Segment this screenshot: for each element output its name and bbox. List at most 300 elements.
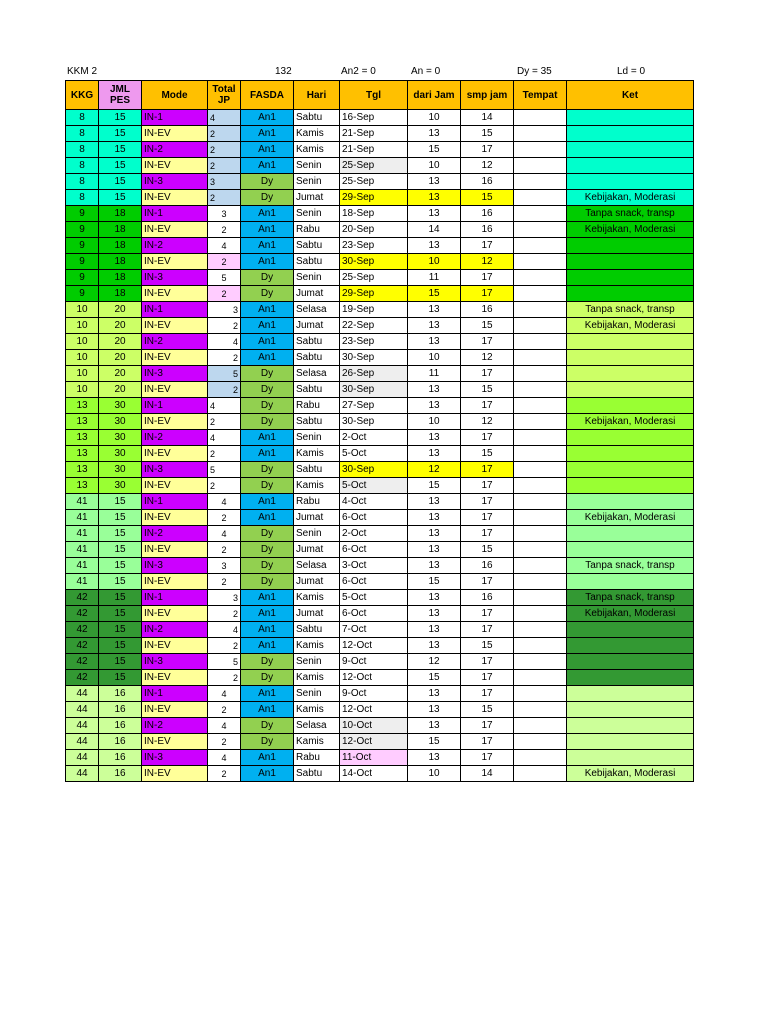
- cell-dari-jam[interactable]: 10: [408, 350, 461, 366]
- cell-kkg[interactable]: 9: [66, 238, 99, 254]
- cell-kkg[interactable]: 8: [66, 142, 99, 158]
- cell-dari-jam[interactable]: 13: [408, 318, 461, 334]
- cell-hari[interactable]: Sabtu: [294, 462, 340, 478]
- cell-tgl[interactable]: 14-Oct: [340, 766, 408, 782]
- cell-dari-jam[interactable]: 13: [408, 206, 461, 222]
- cell-tgl[interactable]: 6-Oct: [340, 542, 408, 558]
- cell-dari-jam[interactable]: 11: [408, 366, 461, 382]
- cell-tgl[interactable]: 23-Sep: [340, 334, 408, 350]
- cell-smp-jam[interactable]: 17: [461, 334, 514, 350]
- cell-dari-jam[interactable]: 15: [408, 478, 461, 494]
- cell-fasda[interactable]: Dy: [241, 478, 294, 494]
- cell-tgl[interactable]: 11-Oct: [340, 750, 408, 766]
- cell-mode[interactable]: IN-2: [142, 142, 208, 158]
- cell-jml-pes[interactable]: 15: [99, 126, 142, 142]
- cell-ket[interactable]: [567, 734, 694, 750]
- cell-tempat[interactable]: [514, 302, 567, 318]
- cell-tempat[interactable]: [514, 638, 567, 654]
- cell-tempat[interactable]: [514, 142, 567, 158]
- cell-hari[interactable]: Kamis: [294, 478, 340, 494]
- cell-smp-jam[interactable]: 15: [461, 190, 514, 206]
- cell-kkg[interactable]: 8: [66, 110, 99, 126]
- cell-fasda[interactable]: An1: [241, 686, 294, 702]
- cell-mode[interactable]: IN-EV: [142, 254, 208, 270]
- cell-fasda[interactable]: An1: [241, 302, 294, 318]
- cell-tgl[interactable]: 9-Oct: [340, 654, 408, 670]
- cell-jml-pes[interactable]: 30: [99, 398, 142, 414]
- cell-tempat[interactable]: [514, 574, 567, 590]
- cell-hari[interactable]: Sabtu: [294, 766, 340, 782]
- cell-mode[interactable]: IN-1: [142, 590, 208, 606]
- cell-kkg[interactable]: 44: [66, 766, 99, 782]
- cell-hari[interactable]: Sabtu: [294, 334, 340, 350]
- cell-dari-jam[interactable]: 13: [408, 334, 461, 350]
- cell-mode[interactable]: IN-2: [142, 334, 208, 350]
- cell-ket[interactable]: Kebijakan, Moderasi: [567, 318, 694, 334]
- cell-mode[interactable]: IN-1: [142, 686, 208, 702]
- cell-kkg[interactable]: 8: [66, 158, 99, 174]
- cell-fasda[interactable]: An1: [241, 702, 294, 718]
- cell-jml-pes[interactable]: 16: [99, 734, 142, 750]
- cell-tgl[interactable]: 22-Sep: [340, 318, 408, 334]
- cell-ket[interactable]: Tanpa snack, transp: [567, 590, 694, 606]
- cell-fasda[interactable]: Dy: [241, 718, 294, 734]
- cell-fasda[interactable]: An1: [241, 350, 294, 366]
- cell-mode[interactable]: IN-EV: [142, 446, 208, 462]
- cell-smp-jam[interactable]: 12: [461, 414, 514, 430]
- cell-mode[interactable]: IN-EV: [142, 510, 208, 526]
- cell-mode[interactable]: IN-EV: [142, 382, 208, 398]
- cell-hari[interactable]: Senin: [294, 270, 340, 286]
- cell-kkg[interactable]: 41: [66, 574, 99, 590]
- cell-ket[interactable]: Kebijakan, Moderasi: [567, 414, 694, 430]
- cell-hari[interactable]: Sabtu: [294, 254, 340, 270]
- cell-tgl[interactable]: 20-Sep: [340, 222, 408, 238]
- cell-smp-jam[interactable]: 15: [461, 446, 514, 462]
- cell-tempat[interactable]: [514, 478, 567, 494]
- cell-tgl[interactable]: 3-Oct: [340, 558, 408, 574]
- cell-kkg[interactable]: 13: [66, 414, 99, 430]
- cell-kkg[interactable]: 10: [66, 366, 99, 382]
- cell-tgl[interactable]: 30-Sep: [340, 414, 408, 430]
- cell-tempat[interactable]: [514, 382, 567, 398]
- cell-tgl[interactable]: 10-Oct: [340, 718, 408, 734]
- cell-total-jp[interactable]: 2: [208, 158, 241, 174]
- cell-jml-pes[interactable]: 18: [99, 222, 142, 238]
- cell-ket[interactable]: [567, 622, 694, 638]
- cell-dari-jam[interactable]: 11: [408, 270, 461, 286]
- cell-jml-pes[interactable]: 30: [99, 462, 142, 478]
- cell-jml-pes[interactable]: 30: [99, 414, 142, 430]
- col-header-total-jp[interactable]: Total JP: [208, 81, 241, 110]
- cell-jml-pes[interactable]: 18: [99, 270, 142, 286]
- cell-hari[interactable]: Kamis: [294, 446, 340, 462]
- cell-ket[interactable]: Kebijakan, Moderasi: [567, 190, 694, 206]
- cell-fasda[interactable]: An1: [241, 254, 294, 270]
- cell-dari-jam[interactable]: 14: [408, 222, 461, 238]
- cell-tempat[interactable]: [514, 750, 567, 766]
- cell-smp-jam[interactable]: 17: [461, 526, 514, 542]
- cell-smp-jam[interactable]: 17: [461, 622, 514, 638]
- cell-tempat[interactable]: [514, 190, 567, 206]
- cell-mode[interactable]: IN-EV: [142, 158, 208, 174]
- cell-dari-jam[interactable]: 13: [408, 446, 461, 462]
- cell-dari-jam[interactable]: 13: [408, 238, 461, 254]
- cell-total-jp[interactable]: 2: [208, 286, 241, 302]
- cell-kkg[interactable]: 10: [66, 382, 99, 398]
- cell-jml-pes[interactable]: 16: [99, 750, 142, 766]
- cell-total-jp[interactable]: 4: [208, 750, 241, 766]
- cell-tempat[interactable]: [514, 766, 567, 782]
- cell-tgl[interactable]: 21-Sep: [340, 142, 408, 158]
- cell-fasda[interactable]: An1: [241, 142, 294, 158]
- cell-total-jp[interactable]: 2: [208, 510, 241, 526]
- cell-kkg[interactable]: 9: [66, 270, 99, 286]
- cell-tgl[interactable]: 25-Sep: [340, 158, 408, 174]
- cell-smp-jam[interactable]: 17: [461, 670, 514, 686]
- cell-ket[interactable]: [567, 478, 694, 494]
- cell-tempat[interactable]: [514, 126, 567, 142]
- cell-fasda[interactable]: Dy: [241, 382, 294, 398]
- cell-jml-pes[interactable]: 18: [99, 254, 142, 270]
- cell-mode[interactable]: IN-2: [142, 238, 208, 254]
- cell-ket[interactable]: [567, 350, 694, 366]
- cell-mode[interactable]: IN-EV: [142, 606, 208, 622]
- cell-fasda[interactable]: Dy: [241, 286, 294, 302]
- cell-hari[interactable]: Rabu: [294, 222, 340, 238]
- cell-ket[interactable]: [567, 382, 694, 398]
- cell-tgl[interactable]: 4-Oct: [340, 494, 408, 510]
- cell-tempat[interactable]: [514, 174, 567, 190]
- cell-hari[interactable]: Sabtu: [294, 414, 340, 430]
- cell-fasda[interactable]: An1: [241, 622, 294, 638]
- cell-smp-jam[interactable]: 14: [461, 766, 514, 782]
- cell-dari-jam[interactable]: 13: [408, 190, 461, 206]
- cell-smp-jam[interactable]: 15: [461, 702, 514, 718]
- cell-total-jp[interactable]: 3: [208, 558, 241, 574]
- cell-ket[interactable]: [567, 750, 694, 766]
- cell-jml-pes[interactable]: 20: [99, 350, 142, 366]
- cell-tempat[interactable]: [514, 270, 567, 286]
- cell-jml-pes[interactable]: 15: [99, 606, 142, 622]
- cell-kkg[interactable]: 13: [66, 446, 99, 462]
- cell-smp-jam[interactable]: 12: [461, 158, 514, 174]
- cell-fasda[interactable]: Dy: [241, 190, 294, 206]
- cell-tgl[interactable]: 12-Oct: [340, 638, 408, 654]
- cell-tempat[interactable]: [514, 286, 567, 302]
- cell-kkg[interactable]: 9: [66, 254, 99, 270]
- cell-tempat[interactable]: [514, 222, 567, 238]
- cell-tempat[interactable]: [514, 510, 567, 526]
- cell-hari[interactable]: Kamis: [294, 590, 340, 606]
- cell-jml-pes[interactable]: 15: [99, 494, 142, 510]
- cell-tgl[interactable]: 26-Sep: [340, 366, 408, 382]
- cell-smp-jam[interactable]: 15: [461, 382, 514, 398]
- cell-hari[interactable]: Jumat: [294, 574, 340, 590]
- cell-kkg[interactable]: 44: [66, 686, 99, 702]
- cell-tgl[interactable]: 23-Sep: [340, 238, 408, 254]
- cell-mode[interactable]: IN-EV: [142, 190, 208, 206]
- cell-kkg[interactable]: 44: [66, 702, 99, 718]
- cell-tempat[interactable]: [514, 206, 567, 222]
- cell-ket[interactable]: [567, 430, 694, 446]
- cell-total-jp[interactable]: 2: [208, 606, 241, 622]
- cell-total-jp[interactable]: 4: [208, 334, 241, 350]
- cell-ket[interactable]: [567, 462, 694, 478]
- cell-hari[interactable]: Sabtu: [294, 350, 340, 366]
- cell-mode[interactable]: IN-EV: [142, 286, 208, 302]
- cell-tgl[interactable]: 25-Sep: [340, 174, 408, 190]
- cell-tgl[interactable]: 29-Sep: [340, 286, 408, 302]
- cell-kkg[interactable]: 10: [66, 318, 99, 334]
- cell-tempat[interactable]: [514, 238, 567, 254]
- cell-hari[interactable]: Kamis: [294, 670, 340, 686]
- cell-total-jp[interactable]: 4: [208, 494, 241, 510]
- cell-hari[interactable]: Jumat: [294, 510, 340, 526]
- cell-kkg[interactable]: 9: [66, 286, 99, 302]
- cell-kkg[interactable]: 13: [66, 398, 99, 414]
- col-header-fasda[interactable]: FASDA: [241, 81, 294, 110]
- cell-smp-jam[interactable]: 17: [461, 430, 514, 446]
- cell-kkg[interactable]: 44: [66, 750, 99, 766]
- cell-kkg[interactable]: 13: [66, 478, 99, 494]
- cell-hari[interactable]: Jumat: [294, 318, 340, 334]
- col-header-kkg[interactable]: KKG: [66, 81, 99, 110]
- cell-hari[interactable]: Senin: [294, 174, 340, 190]
- cell-mode[interactable]: IN-EV: [142, 702, 208, 718]
- cell-smp-jam[interactable]: 17: [461, 494, 514, 510]
- cell-mode[interactable]: IN-3: [142, 558, 208, 574]
- cell-fasda[interactable]: Dy: [241, 734, 294, 750]
- cell-hari[interactable]: Jumat: [294, 542, 340, 558]
- cell-ket[interactable]: [567, 126, 694, 142]
- cell-smp-jam[interactable]: 15: [461, 318, 514, 334]
- cell-smp-jam[interactable]: 14: [461, 110, 514, 126]
- cell-mode[interactable]: IN-EV: [142, 670, 208, 686]
- cell-ket[interactable]: Tanpa snack, transp: [567, 206, 694, 222]
- cell-jml-pes[interactable]: 20: [99, 318, 142, 334]
- cell-kkg[interactable]: 8: [66, 190, 99, 206]
- cell-tgl[interactable]: 5-Oct: [340, 446, 408, 462]
- cell-total-jp[interactable]: 3: [208, 302, 241, 318]
- cell-fasda[interactable]: Dy: [241, 414, 294, 430]
- cell-ket[interactable]: [567, 638, 694, 654]
- cell-total-jp[interactable]: 2: [208, 446, 241, 462]
- cell-total-jp[interactable]: 4: [208, 526, 241, 542]
- cell-ket[interactable]: [567, 702, 694, 718]
- cell-ket[interactable]: [567, 542, 694, 558]
- col-header-hari[interactable]: Hari: [294, 81, 340, 110]
- cell-kkg[interactable]: 41: [66, 510, 99, 526]
- cell-tempat[interactable]: [514, 526, 567, 542]
- cell-jml-pes[interactable]: 18: [99, 206, 142, 222]
- cell-tempat[interactable]: [514, 350, 567, 366]
- cell-hari[interactable]: Sabtu: [294, 622, 340, 638]
- cell-fasda[interactable]: An1: [241, 430, 294, 446]
- cell-ket[interactable]: Kebijakan, Moderasi: [567, 606, 694, 622]
- cell-tempat[interactable]: [514, 622, 567, 638]
- cell-fasda[interactable]: An1: [241, 590, 294, 606]
- cell-tgl[interactable]: 6-Oct: [340, 606, 408, 622]
- cell-tgl[interactable]: 18-Sep: [340, 206, 408, 222]
- cell-smp-jam[interactable]: 17: [461, 478, 514, 494]
- cell-total-jp[interactable]: 2: [208, 254, 241, 270]
- cell-hari[interactable]: Sabtu: [294, 382, 340, 398]
- cell-ket[interactable]: [567, 398, 694, 414]
- cell-hari[interactable]: Sabtu: [294, 110, 340, 126]
- cell-total-jp[interactable]: 2: [208, 142, 241, 158]
- cell-fasda[interactable]: An1: [241, 510, 294, 526]
- col-header-dari-jam[interactable]: dari Jam: [408, 81, 461, 110]
- cell-dari-jam[interactable]: 13: [408, 686, 461, 702]
- cell-total-jp[interactable]: 2: [208, 222, 241, 238]
- cell-smp-jam[interactable]: 16: [461, 558, 514, 574]
- cell-smp-jam[interactable]: 17: [461, 366, 514, 382]
- cell-jml-pes[interactable]: 18: [99, 286, 142, 302]
- cell-hari[interactable]: Rabu: [294, 750, 340, 766]
- cell-jml-pes[interactable]: 15: [99, 510, 142, 526]
- cell-mode[interactable]: IN-1: [142, 110, 208, 126]
- cell-fasda[interactable]: An1: [241, 110, 294, 126]
- cell-hari[interactable]: Kamis: [294, 702, 340, 718]
- cell-smp-jam[interactable]: 17: [461, 734, 514, 750]
- cell-kkg[interactable]: 10: [66, 350, 99, 366]
- cell-jml-pes[interactable]: 16: [99, 718, 142, 734]
- cell-tempat[interactable]: [514, 670, 567, 686]
- cell-smp-jam[interactable]: 12: [461, 350, 514, 366]
- cell-tempat[interactable]: [514, 414, 567, 430]
- cell-dari-jam[interactable]: 10: [408, 766, 461, 782]
- cell-tgl[interactable]: 5-Oct: [340, 478, 408, 494]
- cell-ket[interactable]: [567, 270, 694, 286]
- cell-tempat[interactable]: [514, 366, 567, 382]
- cell-tempat[interactable]: [514, 590, 567, 606]
- cell-hari[interactable]: Jumat: [294, 286, 340, 302]
- cell-jml-pes[interactable]: 15: [99, 638, 142, 654]
- cell-hari[interactable]: Jumat: [294, 190, 340, 206]
- cell-dari-jam[interactable]: 15: [408, 670, 461, 686]
- cell-mode[interactable]: IN-1: [142, 494, 208, 510]
- cell-ket[interactable]: Tanpa snack, transp: [567, 558, 694, 574]
- cell-tempat[interactable]: [514, 542, 567, 558]
- cell-fasda[interactable]: Dy: [241, 398, 294, 414]
- cell-hari[interactable]: Senin: [294, 158, 340, 174]
- cell-ket[interactable]: [567, 110, 694, 126]
- cell-ket[interactable]: [567, 366, 694, 382]
- cell-mode[interactable]: IN-2: [142, 622, 208, 638]
- cell-fasda[interactable]: Dy: [241, 670, 294, 686]
- cell-total-jp[interactable]: 4: [208, 430, 241, 446]
- cell-tempat[interactable]: [514, 718, 567, 734]
- cell-tgl[interactable]: 5-Oct: [340, 590, 408, 606]
- cell-tempat[interactable]: [514, 686, 567, 702]
- cell-fasda[interactable]: Dy: [241, 270, 294, 286]
- cell-tempat[interactable]: [514, 334, 567, 350]
- cell-hari[interactable]: Selasa: [294, 302, 340, 318]
- cell-smp-jam[interactable]: 16: [461, 302, 514, 318]
- cell-dari-jam[interactable]: 10: [408, 158, 461, 174]
- cell-total-jp[interactable]: 2: [208, 574, 241, 590]
- cell-total-jp[interactable]: 2: [208, 542, 241, 558]
- cell-smp-jam[interactable]: 17: [461, 686, 514, 702]
- cell-tempat[interactable]: [514, 318, 567, 334]
- cell-jml-pes[interactable]: 18: [99, 238, 142, 254]
- cell-total-jp[interactable]: 5: [208, 366, 241, 382]
- cell-jml-pes[interactable]: 16: [99, 686, 142, 702]
- cell-smp-jam[interactable]: 16: [461, 590, 514, 606]
- cell-kkg[interactable]: 42: [66, 638, 99, 654]
- cell-tempat[interactable]: [514, 398, 567, 414]
- cell-kkg[interactable]: 9: [66, 222, 99, 238]
- cell-ket[interactable]: Tanpa snack, transp: [567, 302, 694, 318]
- cell-tgl[interactable]: 29-Sep: [340, 190, 408, 206]
- cell-mode[interactable]: IN-1: [142, 302, 208, 318]
- cell-total-jp[interactable]: 2: [208, 638, 241, 654]
- cell-jml-pes[interactable]: 15: [99, 574, 142, 590]
- cell-fasda[interactable]: An1: [241, 126, 294, 142]
- cell-hari[interactable]: Senin: [294, 526, 340, 542]
- cell-ket[interactable]: [567, 670, 694, 686]
- cell-dari-jam[interactable]: 13: [408, 430, 461, 446]
- cell-smp-jam[interactable]: 12: [461, 254, 514, 270]
- cell-kkg[interactable]: 8: [66, 126, 99, 142]
- cell-tgl[interactable]: 19-Sep: [340, 302, 408, 318]
- cell-fasda[interactable]: An1: [241, 638, 294, 654]
- cell-jml-pes[interactable]: 15: [99, 590, 142, 606]
- cell-hari[interactable]: Rabu: [294, 494, 340, 510]
- cell-total-jp[interactable]: 2: [208, 382, 241, 398]
- cell-total-jp[interactable]: 5: [208, 462, 241, 478]
- cell-mode[interactable]: IN-3: [142, 462, 208, 478]
- cell-fasda[interactable]: Dy: [241, 366, 294, 382]
- cell-total-jp[interactable]: 2: [208, 350, 241, 366]
- cell-hari[interactable]: Kamis: [294, 734, 340, 750]
- cell-dari-jam[interactable]: 10: [408, 414, 461, 430]
- cell-ket[interactable]: [567, 686, 694, 702]
- cell-mode[interactable]: IN-EV: [142, 126, 208, 142]
- cell-total-jp[interactable]: 5: [208, 654, 241, 670]
- cell-tgl[interactable]: 6-Oct: [340, 574, 408, 590]
- cell-jml-pes[interactable]: 30: [99, 446, 142, 462]
- cell-smp-jam[interactable]: 15: [461, 542, 514, 558]
- cell-dari-jam[interactable]: 13: [408, 526, 461, 542]
- cell-mode[interactable]: IN-EV: [142, 414, 208, 430]
- cell-dari-jam[interactable]: 13: [408, 718, 461, 734]
- cell-smp-jam[interactable]: 16: [461, 174, 514, 190]
- cell-tempat[interactable]: [514, 446, 567, 462]
- cell-jml-pes[interactable]: 15: [99, 526, 142, 542]
- cell-fasda[interactable]: An1: [241, 606, 294, 622]
- cell-kkg[interactable]: 42: [66, 622, 99, 638]
- cell-hari[interactable]: Selasa: [294, 718, 340, 734]
- cell-hari[interactable]: Sabtu: [294, 238, 340, 254]
- cell-smp-jam[interactable]: 17: [461, 574, 514, 590]
- cell-jml-pes[interactable]: 20: [99, 334, 142, 350]
- cell-smp-jam[interactable]: 16: [461, 222, 514, 238]
- cell-kkg[interactable]: 42: [66, 670, 99, 686]
- cell-kkg[interactable]: 41: [66, 494, 99, 510]
- cell-jml-pes[interactable]: 15: [99, 158, 142, 174]
- cell-hari[interactable]: Senin: [294, 206, 340, 222]
- cell-dari-jam[interactable]: 13: [408, 542, 461, 558]
- cell-hari[interactable]: Kamis: [294, 638, 340, 654]
- cell-ket[interactable]: [567, 238, 694, 254]
- cell-tempat[interactable]: [514, 430, 567, 446]
- cell-kkg[interactable]: 13: [66, 430, 99, 446]
- cell-ket[interactable]: [567, 142, 694, 158]
- cell-total-jp[interactable]: 2: [208, 414, 241, 430]
- cell-tgl[interactable]: 6-Oct: [340, 510, 408, 526]
